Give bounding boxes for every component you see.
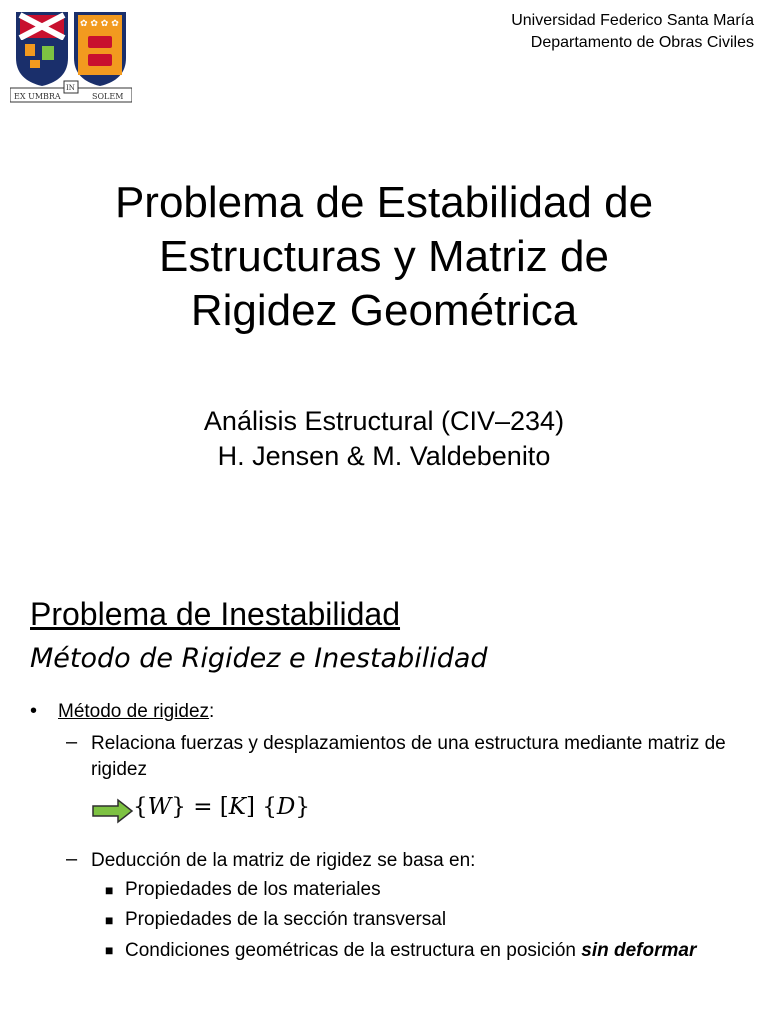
bullet-dot-icon: • [30, 700, 38, 722]
authors: H. Jensen & M. Valdebenito [217, 441, 551, 471]
bullet-metodo-rigidez-label: Método de rigidez [58, 701, 210, 722]
svg-text:✿ ✿ ✿ ✿: ✿ ✿ ✿ ✿ [80, 19, 119, 29]
square-bullet-icon: ■ [105, 882, 114, 898]
bullet-metodo-rigidez [58, 699, 214, 725]
department-name: Departamento de Obras Civiles [530, 34, 754, 51]
university-name: Universidad Federico Santa María [511, 12, 754, 29]
bullet-materiales: Propiedades de los materiales [125, 879, 381, 900]
university-crest-logo [10, 8, 132, 104]
section-subheading: Método de Rigidez e Inestabilidad [30, 643, 488, 674]
bullet-condiciones-text: Condiciones geométricas de la estructura en posición [125, 940, 582, 961]
stiffness-formula: {W} = [K] {D} [133, 794, 310, 820]
formula-d: D [276, 794, 296, 820]
square-bullet-icon: ■ [105, 942, 114, 958]
square-bullet-icon: ■ [105, 912, 114, 928]
dash-icon: – [66, 731, 78, 753]
arrow-right-icon [92, 798, 134, 824]
bullet-seccion: Propiedades de la sección transversal [125, 909, 447, 930]
formula-w: W [147, 794, 172, 820]
bullet-colon: : [209, 701, 215, 722]
section-heading: Problema de Inestabilidad [30, 596, 401, 632]
title-line-1: Problema de Estabilidad de [114, 178, 654, 227]
title-line-2: Estructuras y Matriz de [159, 232, 609, 281]
title-line-3: Rigidez Geométrica [190, 286, 578, 335]
bullet-deduccion: Deducción de la matriz de rigidez se basa en: [91, 850, 476, 871]
page-subtitle [0, 404, 768, 474]
crest-motto-right: SOLEM [92, 92, 124, 101]
crest-motto-mid: IN [66, 84, 75, 92]
header-institution [511, 10, 754, 54]
course-name: Análisis Estructural (CIV–234) [203, 406, 565, 436]
bullet-condiciones [125, 938, 725, 964]
formula-k: K [228, 794, 246, 820]
bullet-condiciones-emphasis: sin deformar [581, 940, 697, 961]
dash-icon: – [66, 848, 78, 870]
bullet-relaciona: Relaciona fuerzas y desplazamientos de una estructura mediante matriz de rigidez [91, 733, 726, 780]
crest-motto-left: EX UMBRA [14, 92, 61, 101]
page-title [0, 176, 768, 338]
